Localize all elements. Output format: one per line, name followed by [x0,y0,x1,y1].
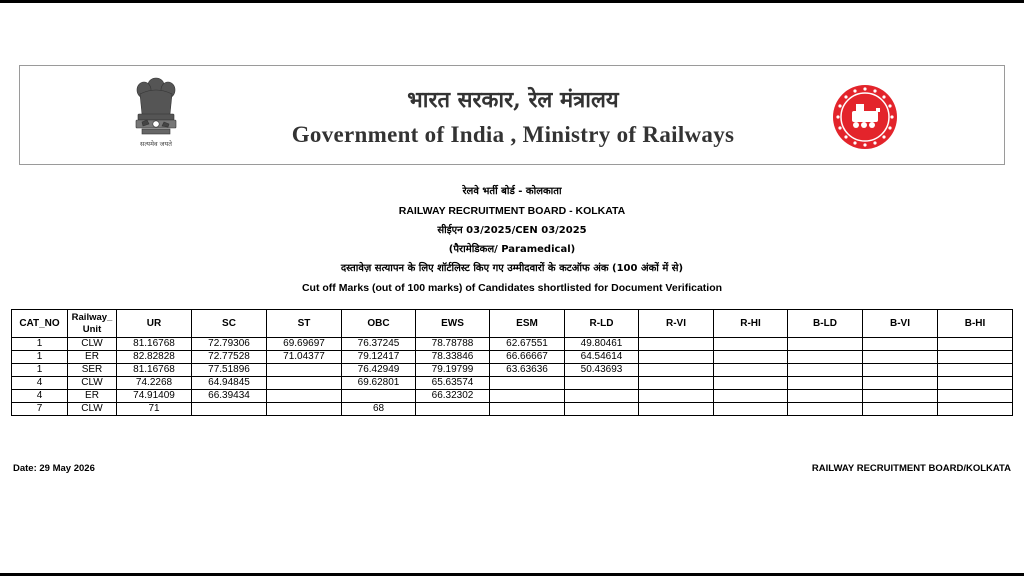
table-cell: ER [68,351,117,364]
column-header: R-LD [565,310,639,338]
table-cell [863,390,938,403]
table-cell: 50.43693 [565,364,639,377]
header-banner [19,65,1005,165]
table-cell: 78.78788 [416,338,490,351]
table-row [12,351,1013,364]
table-cell: 71.04377 [267,351,342,364]
table-cell [714,364,788,377]
column-header: B-HI [938,310,1013,338]
table-cell [938,403,1013,416]
table-cell [863,351,938,364]
table-row [12,364,1013,377]
column-header: OBC [342,310,416,338]
table-cell [267,403,342,416]
table-cell [938,364,1013,377]
column-header: R-VI [639,310,714,338]
column-header: UR [117,310,192,338]
table-cell [267,377,342,390]
table-cell: 65.63574 [416,377,490,390]
table-cell: 81.16768 [117,338,192,351]
notice-date: Date: 29 May 2026 [13,463,95,474]
table-row [12,377,1013,390]
column-header: B-LD [788,310,863,338]
table-cell: 66.39434 [192,390,267,403]
board-name-hindi: रेलवे भर्ती बोर्ड - कोलकाता [462,186,562,197]
table-cell [714,390,788,403]
table-cell: 76.37245 [342,338,416,351]
table-cell: 1 [12,351,68,364]
table-row [12,390,1013,403]
table-cell [863,364,938,377]
table-cell: 64.54614 [565,351,639,364]
table-cell: 4 [12,390,68,403]
table-cell [714,403,788,416]
table-cell: 74.2268 [117,377,192,390]
table-cell: 62.67551 [490,338,565,351]
table-cell [639,390,714,403]
table-cell [714,377,788,390]
table-cell: 76.42949 [342,364,416,377]
table-cell: 66.32302 [416,390,490,403]
table-cell [938,351,1013,364]
board-name-english: RAILWAY RECRUITMENT BOARD - KOLKATA [398,205,626,217]
table-cell: 79.19799 [416,364,490,377]
table-cell: 68 [342,403,416,416]
table-cell [565,377,639,390]
table-cell [490,390,565,403]
table-cell [938,338,1013,351]
column-header: ESM [490,310,565,338]
signatory: RAILWAY RECRUITMENT BOARD/KOLKATA [811,463,1011,474]
table-cell [714,338,788,351]
table-row [12,338,1013,351]
table-cell [267,364,342,377]
table-cell [490,403,565,416]
table-cell [639,338,714,351]
table-row [12,403,1013,416]
table-cell: CLW [68,377,117,390]
table-cell: ER [68,390,117,403]
table-cell: 1 [12,338,68,351]
table-cell [639,351,714,364]
table-cell: 69.69697 [267,338,342,351]
table-cell [639,377,714,390]
cen-number: सीईएन 03/2025/CEN 03/2025 [437,225,587,236]
table-cell: 63.63636 [490,364,565,377]
table-cell [192,403,267,416]
table-cell [267,390,342,403]
table-cell: 66.66667 [490,351,565,364]
column-header: CAT_NO [12,310,68,338]
table-cell [565,390,639,403]
table-cell: 72.79306 [192,338,267,351]
table-cell: 49.80461 [565,338,639,351]
table-cell: 78.33846 [416,351,490,364]
column-header: SC [192,310,267,338]
table-cell: CLW [68,403,117,416]
table-cell: 71 [117,403,192,416]
table-cell: 79.12417 [342,351,416,364]
table-cell [788,338,863,351]
column-header: R-HI [714,310,788,338]
table-cell: 69.62801 [342,377,416,390]
table-cell [342,390,416,403]
column-header: Railway_ Unit [68,310,117,338]
table-cell [788,377,863,390]
table-cell [863,338,938,351]
table-cell: 4 [12,377,68,390]
indian-railways-logo [832,84,898,150]
table-cell [490,377,565,390]
table-cell [788,390,863,403]
top-border [0,0,1024,3]
table-cell [863,403,938,416]
emblem-motto: सत्यमेव जयते [140,140,172,148]
table-cell [863,377,938,390]
column-header: EWS [416,310,490,338]
cutoff-marks-table [11,309,1013,416]
banner-title-english: Government of India , Ministry of Railways [291,122,735,147]
table-cell: CLW [68,338,117,351]
table-cell: SER [68,364,117,377]
table-cell [788,351,863,364]
table-cell: 77.51896 [192,364,267,377]
table-cell: 72.77528 [192,351,267,364]
subject-english: Cut off Marks (out of 100 marks) of Candidates shortlisted for Document Verification [301,282,723,294]
table-cell: 82.82828 [117,351,192,364]
table-cell [714,351,788,364]
table-cell: 64.94845 [192,377,267,390]
subject-hindi: दस्तावेज़ सत्यापन के लिए शॉर्टलिस्ट किए गए उम्मीदवारों के कटऑफ अंक (100 अंकों में से) [340,263,684,274]
table-cell [938,390,1013,403]
table-cell [639,364,714,377]
table-cell: 81.16768 [117,364,192,377]
column-header: ST [267,310,342,338]
table-body [12,338,1013,416]
table-cell [938,377,1013,390]
column-header: B-VI [863,310,938,338]
banner-title-hindi: भारत सरकार, रेल मंत्रालय [407,87,619,113]
table-header-row [12,310,1013,338]
table-cell [639,403,714,416]
post-category: (पैरामेडिकल/ Paramedical) [448,244,576,255]
table-cell: 7 [12,403,68,416]
table-cell: 1 [12,364,68,377]
table-cell [565,403,639,416]
table-cell [788,364,863,377]
table-cell [788,403,863,416]
table-cell [416,403,490,416]
table-cell: 74.91409 [117,390,192,403]
